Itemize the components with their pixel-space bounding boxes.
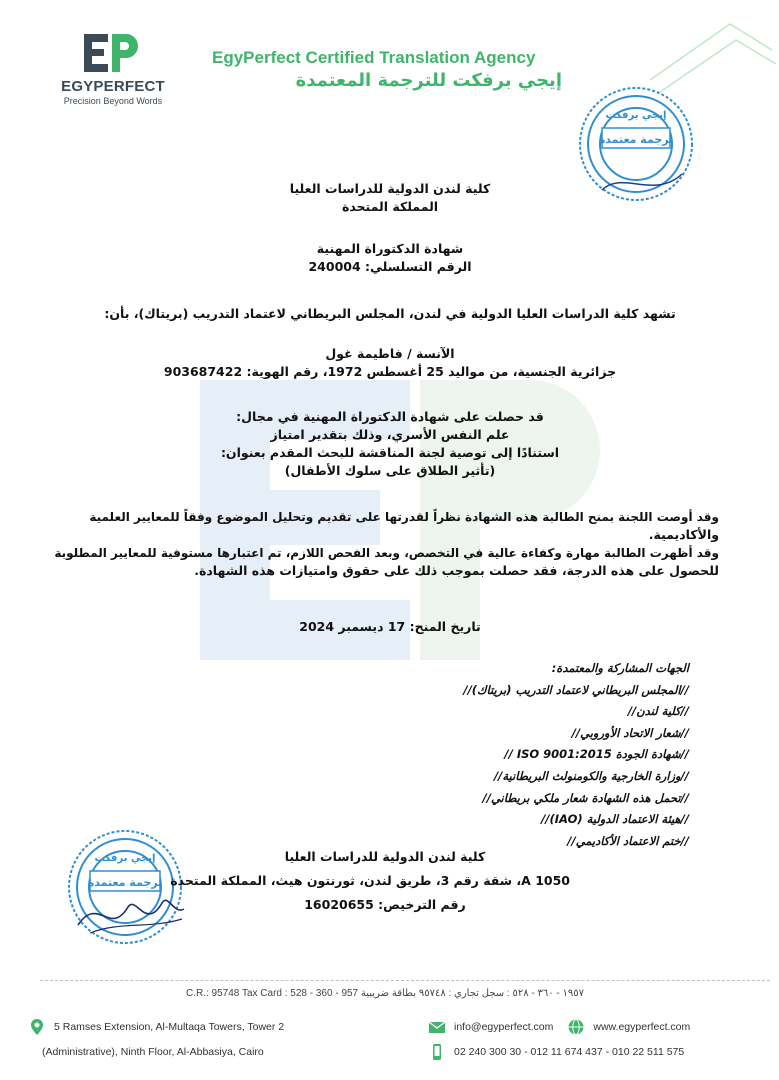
issuer-address: A 1050، شقة رقم 3، طريق لندن، ثورنتون هيث، المملكة المتحدة xyxy=(170,873,570,888)
attestation-block xyxy=(90,305,690,323)
accreditation-heading: الجهات المشاركة والمعتمدة: xyxy=(551,661,689,675)
recommendation-line-2: والأكاديمية. xyxy=(648,527,719,542)
award-date: تاريخ المنح: 17 ديسمبر 2024 xyxy=(299,619,481,634)
accreditation-item: //ختم الاعتماد الأكاديمي// xyxy=(567,833,689,848)
institution-country: المملكة المتحدة xyxy=(341,199,439,214)
field-intro: قد حصلت على شهادة الدكتوراة المهنية في مجال: xyxy=(236,409,544,424)
degree-block xyxy=(90,408,690,480)
logo-tagline: Precision Beyond Words xyxy=(63,96,163,106)
accreditation-item: //وزارة الخارجية والكومنولث البريطانية// xyxy=(493,768,689,783)
recipient-block xyxy=(90,345,690,381)
address-line-1: 5 Ramses Extension, Al-Multaqa Towers, Tower 2 xyxy=(54,1020,285,1033)
phone-icon xyxy=(428,1043,446,1061)
award-date-block xyxy=(90,618,690,636)
recipient-name: الآنسة / فاطيمة غول xyxy=(325,346,455,361)
website-link[interactable]: www.egyperfect.com xyxy=(593,1020,691,1033)
footer-registration: C.R.: 95748 Tax Card : 528 - 360 - 957 ١٩٥٧ - ٣٦٠ - ٥٢٨ : سجل تجاري : ٩٥٧٤٨ بطاقة ضريبية xyxy=(185,988,584,999)
stamp-bottom-top-text: إيجي برفكت xyxy=(94,853,156,864)
location-pin-icon xyxy=(28,1018,46,1036)
agency-name-ar: إيجي برفكت للترجمة المعتمدة xyxy=(295,70,562,91)
signature-icon xyxy=(70,885,190,940)
stamp-top-text: إيجي برفكت xyxy=(605,110,667,121)
accreditation-item: //شهادة الجودة ISO 9001:2015 // xyxy=(504,747,689,762)
stamp-top-subtext: ترجمة معتمدة xyxy=(598,133,674,146)
certificate-title: شهادة الدكتوراة المهنية xyxy=(316,241,464,256)
certificate-title-block xyxy=(90,240,690,276)
egyperfect-logo-icon xyxy=(80,32,140,76)
institution-name: كلية لندن الدولية للدراسات العليا xyxy=(289,181,491,196)
field-of-study: علم النفس الأسري، وذلك بتقدير امتياز xyxy=(270,427,510,442)
issuer-name: كلية لندن الدولية للدراسات العليا xyxy=(284,849,486,864)
demonstration-line-2: للحصول على هذه الدرجة، فقد حصلت بموجب ذلك على حقوق وامتيازات هذه الشهادة. xyxy=(194,563,719,578)
accreditation-item: //شعار الاتحاد الأوروبي// xyxy=(571,725,689,740)
accreditation-item: //كلية لندن// xyxy=(627,704,689,719)
logo-name: EGYPERFECT xyxy=(61,78,165,95)
globe-icon xyxy=(567,1018,585,1036)
stamp-bottom-text: ترجمة معتمدة xyxy=(87,876,163,889)
phone-numbers: 02 240 300 30 - 012 11 674 437 - 010 22 511 575 xyxy=(454,1045,685,1058)
company-logo xyxy=(58,32,168,112)
email-link[interactable]: info@egyperfect.com xyxy=(454,1020,554,1033)
agency-name-en: EgyPerfect Certified Translation Agency xyxy=(212,48,536,67)
accreditation-list xyxy=(289,658,689,852)
footer-divider xyxy=(40,980,770,981)
accreditation-item: //تحمل هذه الشهادة شعار ملكي بريطاني// xyxy=(482,790,689,805)
thesis-title: (تأثير الطلاق على سلوك الأطفال) xyxy=(284,463,496,478)
institution-header xyxy=(90,180,690,216)
recommendation-line-1: وقد أوصت اللجنة بمنح الطالبة هذه الشهادة نظراً لقدرتها على تقديم وتحليل الموضوع وفقاً للمعايير العلمية xyxy=(89,510,719,524)
issuer-license: رقم الترخيص: 16020655 xyxy=(304,897,466,912)
issuer-block xyxy=(170,845,570,917)
recipient-details: جزائرية الجنسية، من مواليد 25 أغسطس 1972، رقم الهوية: 903687422 xyxy=(163,364,617,379)
serial-number: الرقم التسلسلي: 240004 xyxy=(308,259,472,274)
accreditation-item: //المجلس البريطاني لاعتماد التدريب (بريتاك)// xyxy=(463,682,689,697)
footer-address xyxy=(28,1014,358,1064)
thesis-intro: استنادًا إلى توصية لجنة المناقشة للبحث المقدم بعنوان: xyxy=(220,445,560,460)
address-line-2: (Administrative), Ninth Floor, Al-Abbasiya, Cairo xyxy=(42,1045,264,1058)
attestation-text: تشهد كلية الدراسات العليا الدولية في لندن، المجلس البريطاني لاعتماد التدريب (بريتاك)، بأن: xyxy=(104,306,676,321)
email-icon xyxy=(428,1018,446,1036)
demonstration-line-1: وقد أظهرت الطالبة مهارة وكفاءة عالية في التخصص، وبعد الفحص اللازم، تم اعتبارها مستوفية للمعايير المطلوبة xyxy=(54,546,719,560)
accreditation-item: //هيئة الاعتماد الدولية (IAO)// xyxy=(541,812,689,827)
recommendation-block xyxy=(54,508,719,580)
footer-contact xyxy=(428,1014,758,1064)
